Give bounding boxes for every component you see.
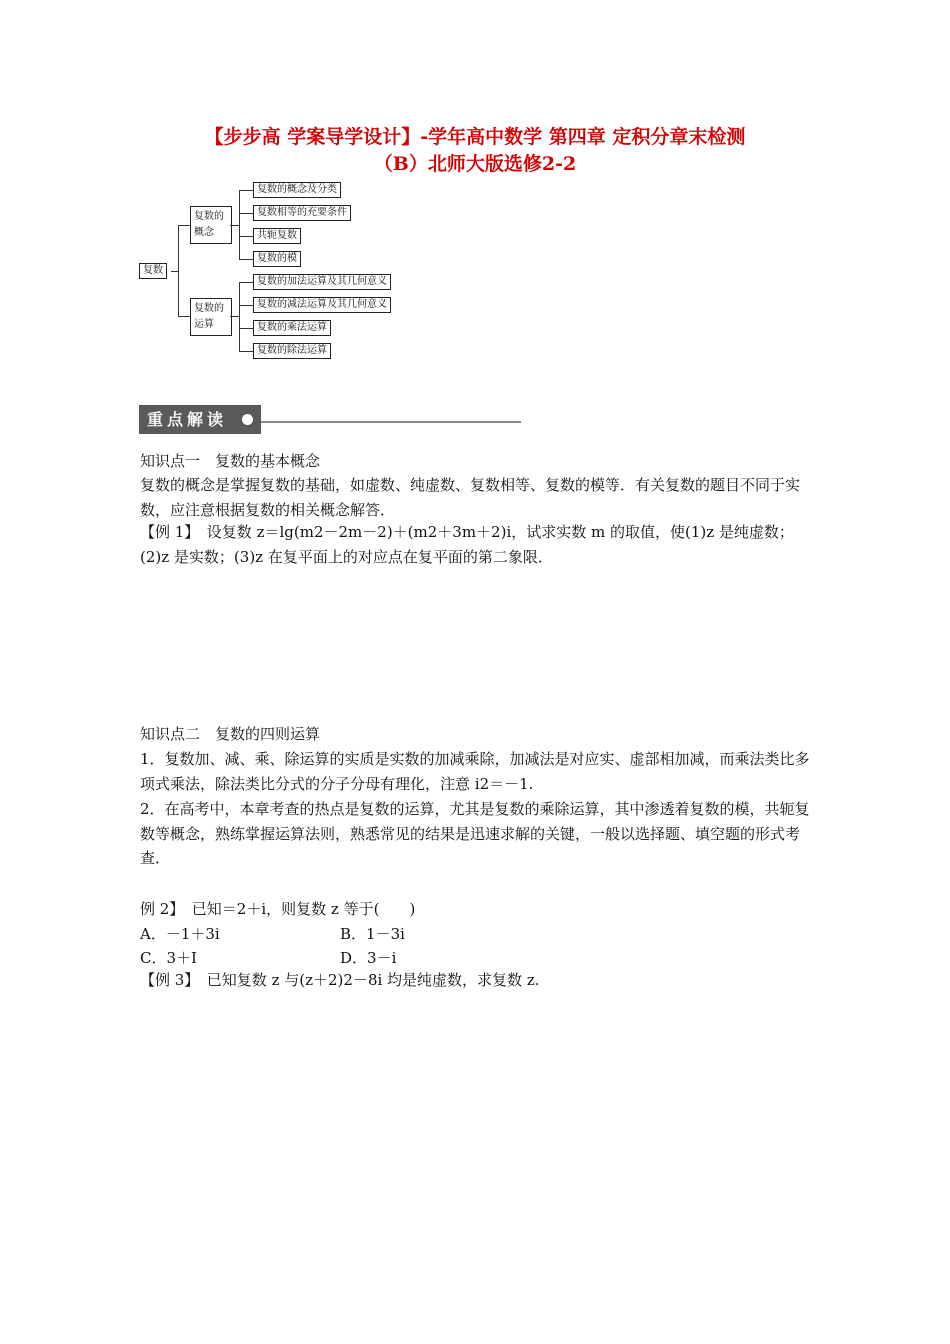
example1-text: 【例 1】 设复数 z＝lg(m2－2m－2)＋(m2＋3m＋2)i，试求实数 m 的取值，使(1)z 是纯虚数；(2)z 是实数；(3)z 在复平面上的对应点在复平面的第二象限． (140, 523, 794, 566)
banner-label: 重点解读 (147, 410, 228, 429)
example3-stem: 【例 3】 已知复数 z 与(z＋2)2－8i 均是纯虚数，求复数 z. (140, 971, 540, 989)
bullet-dot-icon (242, 414, 253, 425)
example2-option-c: C．3＋I (140, 949, 197, 967)
tree-leaf: 复数相等的充要条件 (253, 205, 351, 221)
tree-connector (239, 213, 253, 214)
tree-connector (239, 328, 253, 329)
tree-root: 复数 (139, 263, 167, 279)
tree-connector (239, 282, 253, 283)
example2-option-d: D．3－i (340, 949, 397, 967)
section-banner (139, 405, 261, 434)
section2-point1: 1．复数加、减、乘、除运算的实质是实数的加减乘除，加减法是对应实、虚部相加减，而乘法类比多项式乘法，除法类比分式的分子分母有理化，注意 i2＝－1. (140, 750, 810, 793)
tree-connector (239, 305, 253, 306)
banner-divider (261, 421, 521, 423)
document-title-line1: 【步步高 学案导学设计】-学年高中数学 第四章 定积分章末检测 (204, 126, 746, 148)
tree-leaf: 复数的减法运算及其几何意义 (253, 297, 391, 313)
section1-body: 复数的概念是掌握复数的基础，如虚数、纯虚数、复数相等、复数的模等．有关复数的题目不同于实数，应注意根据复数的相关概念解答． (140, 476, 801, 519)
tree-branch-operations: 复数的运算 (190, 298, 232, 336)
tree-connector (239, 190, 240, 260)
tree-leaf: 复数的概念及分类 (253, 182, 341, 198)
tree-connector (239, 282, 240, 352)
tree-connector (239, 259, 253, 260)
tree-connector (178, 225, 190, 226)
example2-option-b: B．1－3i (340, 925, 405, 943)
tree-leaf: 共轭复数 (253, 228, 301, 244)
section2-point2: 2．在高考中，本章考查的热点是复数的运算，尤其是复数的乘除运算，其中渗透着复数的模，共轭复数等概念，熟练掌握运算法则，熟悉常见的结果是迅速求解的关键，一般以选择题、填空题的形式考查． (140, 800, 810, 867)
tree-connector (178, 225, 179, 316)
tree-connector (239, 236, 253, 237)
section1-heading: 知识点一 复数的基本概念 (140, 452, 321, 470)
tree-leaf: 复数的除法运算 (253, 343, 331, 359)
tree-leaf: 复数的乘法运算 (253, 320, 331, 336)
document-title-line2: （B）北师大版选修2-2 (373, 153, 577, 175)
example2-stem: 例 2】 已知＝2＋i，则复数 z 等于( ) (140, 900, 416, 918)
tree-branch-concept: 复数的概念 (190, 206, 232, 244)
tree-connector (239, 190, 253, 191)
tree-leaf: 复数的模 (253, 251, 301, 267)
tree-leaf: 复数的加法运算及其几何意义 (253, 274, 391, 290)
tree-connector (178, 316, 190, 317)
concept-tree (0, 0, 950, 380)
example2-option-a: A．－1＋3i (140, 925, 220, 943)
section2-heading: 知识点二 复数的四则运算 (140, 725, 321, 743)
tree-connector (239, 351, 253, 352)
